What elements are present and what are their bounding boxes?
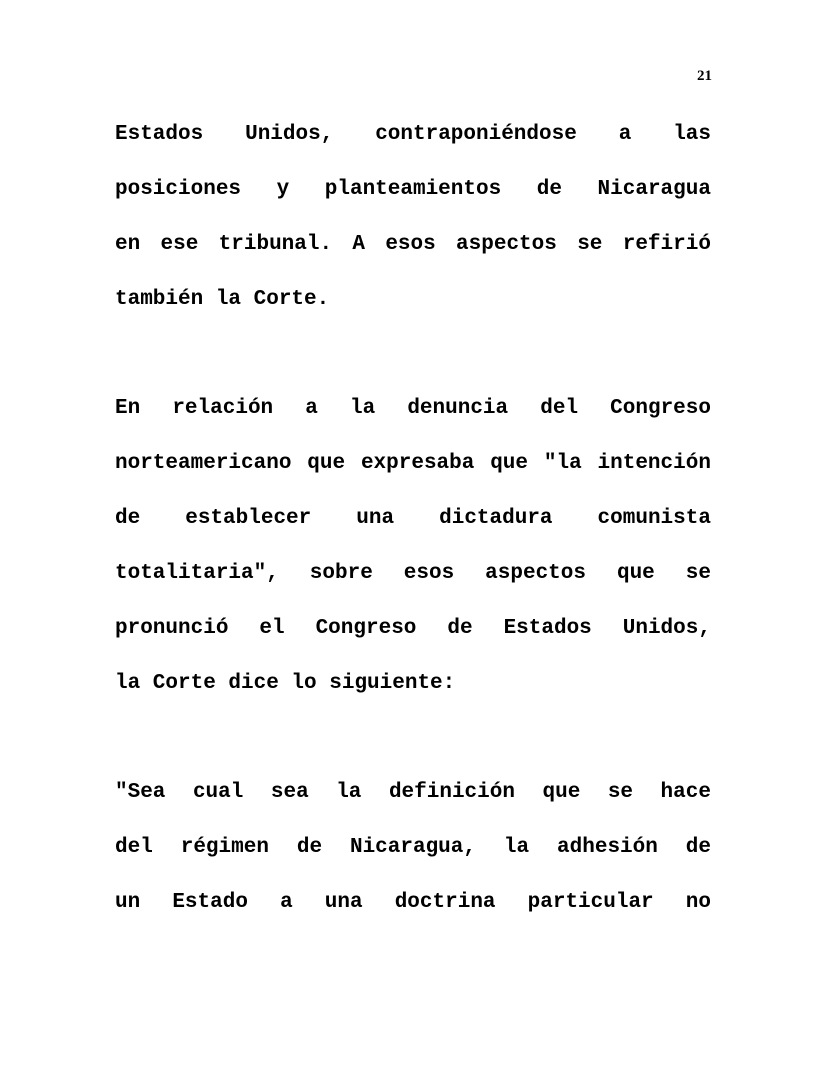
text-line: totalitaria", sobre esos aspectos que se (115, 562, 711, 585)
text-line: un Estado a una doctrina particular no (115, 891, 711, 914)
paragraph (115, 386, 711, 716)
text-line-last: también la Corte. (115, 288, 330, 311)
text-line: norteamericano que expresaba que "la intención (115, 452, 711, 475)
text-line: "Sea cual sea la definición que se hace (115, 781, 711, 804)
paragraph (115, 112, 711, 332)
text-line: de establecer una dictadura comunista (115, 507, 711, 530)
text-line-last: la Corte dice lo siguiente: (115, 672, 456, 695)
text-line: pronunció el Congreso de Estados Unidos, (115, 617, 711, 640)
text-line: Estados Unidos, contraponiéndose a las (115, 123, 711, 146)
text-line: posiciones y planteamientos de Nicaragua (115, 178, 711, 201)
paragraph (115, 770, 711, 935)
text-line: del régimen de Nicaragua, la adhesión de (115, 836, 711, 859)
document-body (115, 112, 711, 935)
text-line: En relación a la denuncia del Congreso (115, 397, 711, 420)
text-line: en ese tribunal. A esos aspectos se refirió (115, 233, 711, 256)
page-number: 21 (697, 68, 712, 84)
